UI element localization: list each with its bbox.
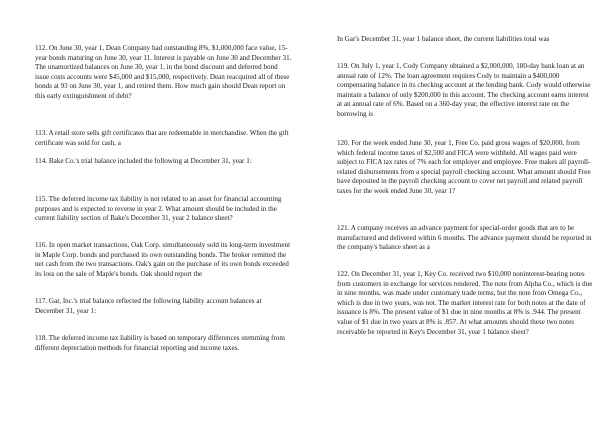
question-117: 117. Gar, Inc.'s trial balance reflected the following liability account balances at December 31, year 1: — [35, 297, 262, 315]
question-120: 120. For the week ended June 30, year 1, Free Co. paid gross wages of $20,000, from which federal income taxes of $2,500 and FICA were withheld. All wages paid were subject to FICA tax rates of 7% each for employer and employee. Free makes all payroll-related disbursements from a special payroll checking account. What amount should Free have deposited in the payroll checking account to cover net payroll and related payroll taxes for the week ended June 30, year 1? — [337, 139, 591, 195]
question-121: 121. A company receives an advance payment for special-order goods that are to be manufactured and delivered within 6 months. The advance payment should be reported in the company's balance sheet as a — [337, 224, 592, 252]
question-118: 118. The deferred income tax liability is based on temporary differences stemming from different depreciation methods for financial reporting and income taxes. — [35, 334, 285, 352]
question-115: 115. The deferred income tax liability is not related to an asset for financial accounting purposes and is expected to reverse in year 2. What amount should be included in the current liability section of Bake's December 31, year 2 balance sheet? — [35, 195, 282, 223]
question-114: 114. Bake Co.'s trial balance included the following at December 31, year 1: — [35, 157, 252, 165]
question-122: 122. On December 31, year 1, Key Co. received two $10,000 noninterest-bearing notes from customers in exchange for services rendered. The note from Alpha Co., which is due in nine months, was made under customary trade terms, but the note from Omega Co., which is due in two years, was not. The market interest rate for both notes at the date of issuance is 8%. The present value of $1 due in nine months at 8% is .944. The present value of $1 due in two years at 8% is .857. At what amounts should these two notes receivable be reported in Key's December 31, year 1 balance sheet? — [337, 270, 593, 336]
question-112: 112. On June 30, year 1, Dean Company had outstanding 8%, $1,000,000 face value, 15-year bonds maturing on June 30, year 11. Interest is payable on June 30 and December 31. The unamortized balances on June 30, year 1, in the bond discount and deferred bond issue costs accounts were $45,000 and $15,000, respectively. Dean reacquired all of these bonds at 93 on June 30, year 1, and retired them. How much gain should Dean report on this early extinguishment of debt? — [35, 44, 292, 100]
question-113: 113. A retail store sells gift certificates that are redeemable in merchandise. When the gift certificate was sold for cash, a — [35, 129, 289, 147]
question-118-continued: In Gar's December 31, year 1 balance sheet, the current liabilities total was — [337, 35, 550, 43]
question-119: 119. On July 1, year 1, Cody Company obtained a $2,000,000, 180-day bank loan at an annual rate of 12%. The loan agreement requires Cody to maintain a $400,000 compensating balance in its checking account at the lending bank. Cody would otherwise maintain a balance of only $200,000 in this account. The checking account earns interest at an annual rate of 6%. Based on a 360-day year, the effective interest rate on the borrowing is — [337, 62, 591, 118]
question-116: 116. In open market transactions, Oak Corp. simultaneously sold its long-term investment in Maple Corp. bonds and purchased its own outstanding bonds. The broker remitted the net cash from the two transactions. Oak's gain on the purchase of its own bonds exceeded its loss on the sale of Maple's bonds. Oak should report the — [35, 241, 291, 278]
